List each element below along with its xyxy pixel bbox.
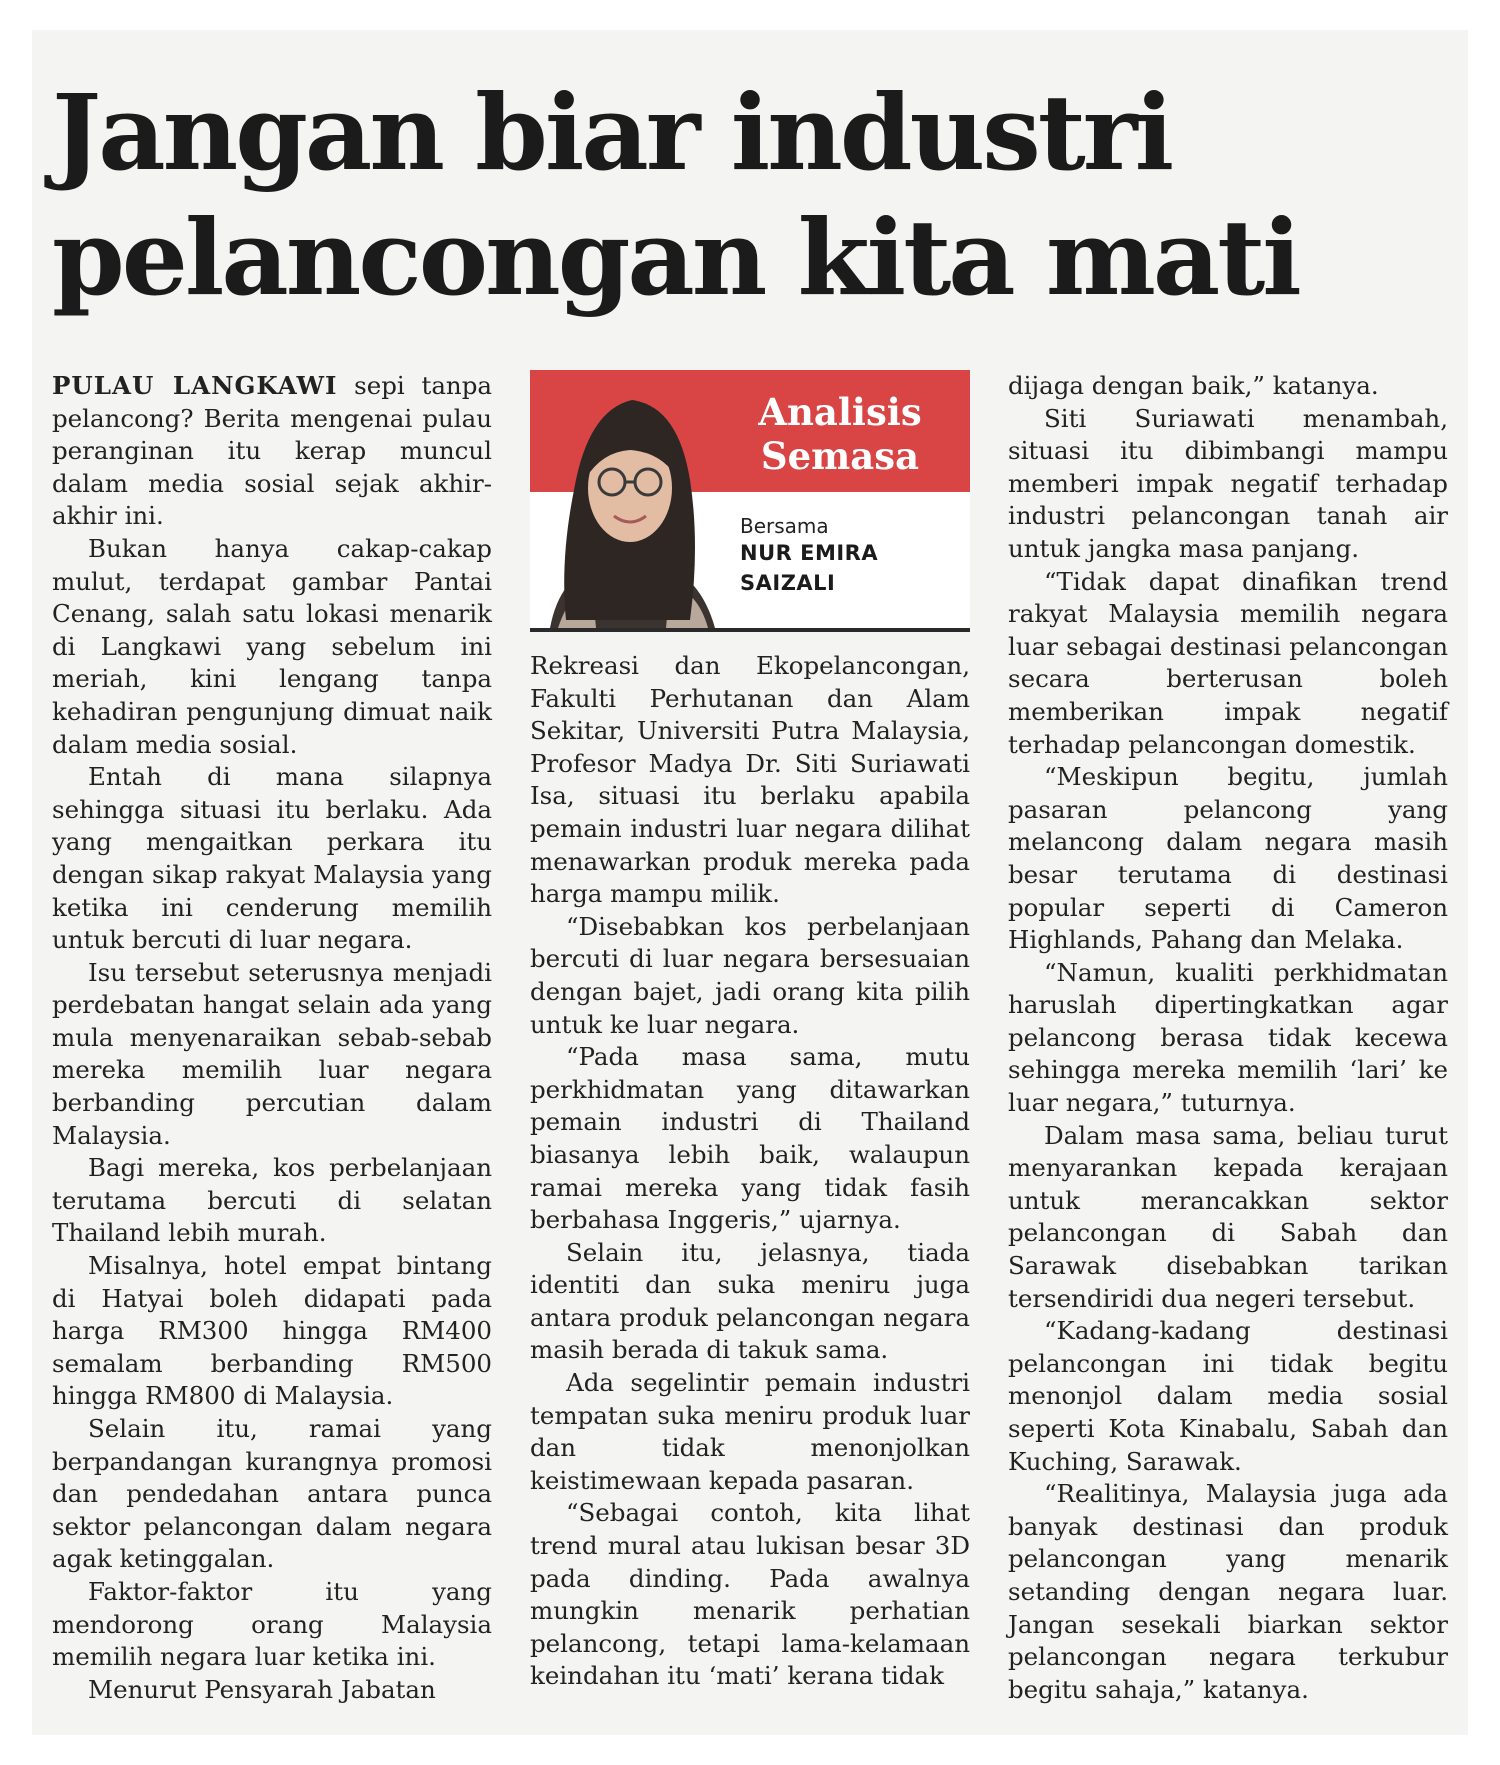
byline-prefix: Bersama bbox=[740, 514, 829, 538]
paragraph-18: “Tidak dapat dinafikan trend rakyat Malaysia memilih negara luar sebagai destinasi pelancongan secara berterusan boleh memberikan impak negatif terhadap pelancongan domestik. bbox=[1008, 566, 1448, 759]
paragraph-21: Dalam masa sama, beliau turut menyarankan kepada kerajaan untuk merancakkan sektor pelancongan di Sabah dan Sarawak disebabkan tarikan tersendiridi dua negeri tersebut. bbox=[1008, 1120, 1448, 1313]
paragraph-10: Rekreasi dan Ekopelancongan, Fakulti Perhutanan dan Alam Sekitar, Universiti Putra Malaysia, Profesor Madya Dr. Siti Suriawati Isa, situasi itu berlaku apabila pemain industri luar negara dilihat menawarkan produk mereka pada harga mampu milik. bbox=[530, 651, 970, 909]
author-line-1: NUR EMIRA bbox=[740, 541, 879, 565]
paragraph-2: Bukan hanya cakap-cakap mulut, terdapat gambar Pantai Cenang, salah satu lokasi menarik di Langkawi yang sebelum ini meriah, kini lengang tanpa kehadiran pengunjung dimuat naik dalam media sosial. bbox=[52, 533, 492, 759]
newspaper-clipping bbox=[32, 30, 1468, 1735]
paragraph-14: Ada segelintir pemain industri tempatan suka meniru produk luar dan tidak menonjolkan keistimewaan kepada pasaran. bbox=[530, 1368, 970, 1495]
paragraph-1 bbox=[52, 370, 492, 533]
paragraph-20: “Namun, kualiti perkhidmatan haruslah dipertingkatkan agar pelancong berasa tidak kecewa sehingga mereka memilih ‘lari’ ke luar negara,” tuturnya. bbox=[1008, 957, 1448, 1118]
paragraph-15: “Sebagai contoh, kita lihat trend mural atau lukisan besar 3D pada dinding. Pada awalnya mungkin menarik perhatian pelancong, tetapi lama-kelamaan keindahan itu ‘mati’ kerana tidak bbox=[530, 1498, 970, 1691]
paragraph-5: Bagi mereka, kos perbelanjaan terutama bercuti di selatan Thailand lebih murah. bbox=[52, 1153, 492, 1248]
headline bbox=[52, 70, 1448, 320]
article-columns bbox=[52, 370, 1448, 1706]
paragraph-12: “Pada masa sama, mutu perkhidmatan yang ditawarkan pemain industri di Thailand biasanya lebih baik, walaupun ramai mereka yang tidak fasih berbahasa Inggeris,” ujarnya. bbox=[530, 1042, 970, 1235]
paragraph-7: Selain itu, ramai yang berpandangan kurangnya promosi dan pendedahan antara punca sektor pelancongan dalam negara agak ketinggalan. bbox=[52, 1414, 492, 1574]
headline-line-2: pelancongan kita mati bbox=[52, 196, 1299, 319]
column-title-line-2: Semasa bbox=[760, 434, 920, 478]
paragraph-11: “Disebabkan kos perbelanjaan bercuti di luar negara bersesuaian dengan bajet, jadi orang kita pilih untuk ke luar negara. bbox=[530, 911, 970, 1039]
column-title bbox=[720, 390, 960, 478]
paragraph-13: Selain itu, jelasnya, tiada identiti dan suka meniru juga antara produk pelancongan negara masih berada di takuk sama. bbox=[530, 1237, 970, 1365]
column-title-line-1: Analisis bbox=[758, 390, 922, 434]
article-column-3 bbox=[1008, 370, 1448, 1706]
paragraph-22: “Kadang-kadang destinasi pelancongan ini tidak begitu menonjol dalam media sosial seperti Kota Kinabalu, Sabah dan Kuching, Sarawak. bbox=[1008, 1316, 1448, 1476]
byline-author bbox=[740, 538, 960, 598]
paragraph-1-text: sepi tanpa pelancong? Berita mengenai pulau peranginan itu kerap muncul dalam media sosial sejak akhir-akhir ini. bbox=[52, 371, 492, 531]
paragraph-17: Siti Suriawati menambah, situasi itu dibimbangi mampu memberi impak negatif terhadap industri pelancongan tanah air untuk jangka masa panjang. bbox=[1008, 403, 1448, 563]
headline-line-1: Jangan biar industri bbox=[52, 71, 1172, 194]
paragraph-6: Misalnya, hotel empat bintang di Hatyai boleh didapati pada harga RM300 hingga RM400 semalam berbanding RM500 hingga RM800 di Malaysia. bbox=[52, 1251, 492, 1411]
paragraph-3: Entah di mana silapnya sehingga situasi itu berlaku. Ada yang mengaitkan perkara itu dengan sikap rakyat Malaysia yang ketika ini cenderung memilih untuk bercuti di luar negara. bbox=[52, 762, 492, 955]
columnist-portrait-image bbox=[530, 370, 730, 628]
paragraph-8: Faktor-faktor itu yang mendorong orang Malaysia memilih negara luar ketika ini. bbox=[52, 1576, 492, 1672]
article-column-2 bbox=[530, 370, 970, 1706]
author-line-2: SAIZALI bbox=[740, 571, 836, 595]
paragraph-23: “Realitinya, Malaysia juga ada banyak destinasi dan produk pelancongan yang menarik setanding dengan negara luar. Jangan sesekali biarkan sektor pelancongan negara terkubur begitu sahaja,” katanya. bbox=[1008, 1479, 1448, 1704]
paragraph-9: Menurut Pensyarah Jabatan bbox=[88, 1674, 436, 1704]
dateline: PULAU LANGKAWI bbox=[52, 371, 338, 400]
paragraph-16: dijaga dengan baik,” katanya. bbox=[1008, 371, 1379, 400]
paragraph-19: “Meskipun begitu, jumlah pasaran pelancong yang melancong dalam negara masih besar terutama di destinasi popular seperti di Cameron Highlands, Pahang dan Melaka. bbox=[1008, 762, 1448, 955]
article-column-1 bbox=[52, 370, 492, 1706]
columnist-box bbox=[530, 370, 970, 632]
paragraph-4: Isu tersebut seterusnya menjadi perdebatan hangat selain ada yang mula menyenaraikan sebab-sebab mereka memilih luar negara berbanding percutian dalam Malaysia. bbox=[52, 957, 492, 1150]
